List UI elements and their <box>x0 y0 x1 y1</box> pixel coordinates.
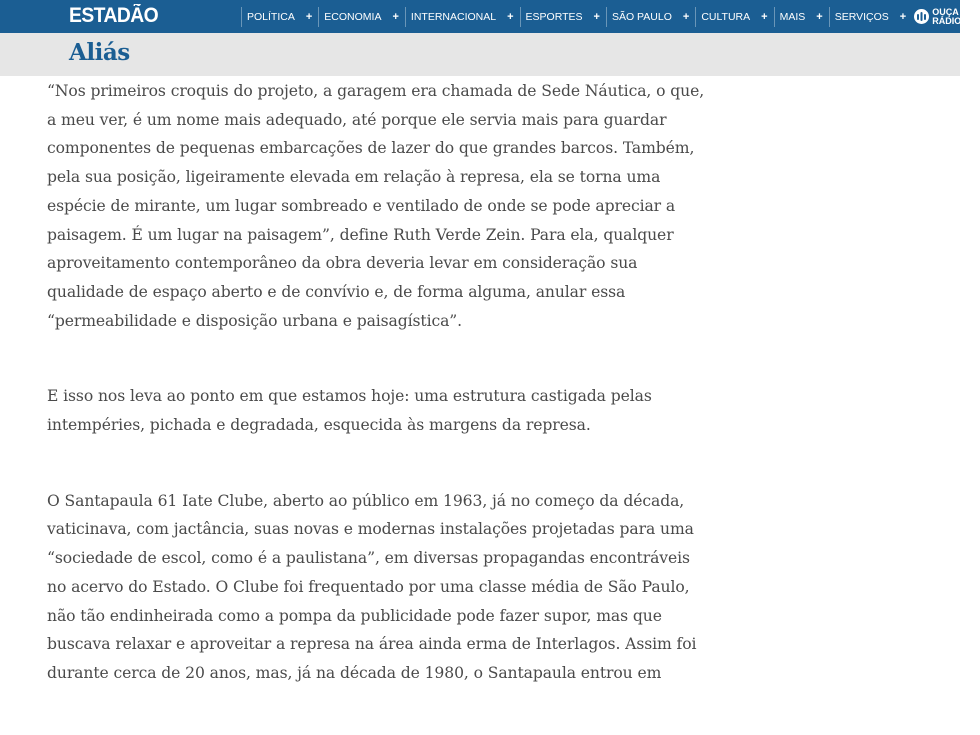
expand-plus-icon[interactable]: + <box>816 10 823 23</box>
nav-divider <box>241 7 242 27</box>
article-paragraph: O Santapaula 61 Iate Clube, aberto ao público em 1963, já no começo da década, vaticinava, com jactância, suas novas e modernas instalações projetadas para uma “sociedade de escol, como é a paulistana”, em diversas propagandas encontráveis no acervo do Estado. O Clube foi frequentado por uma classe média de São Paulo, não tão endinheirada como a pompa da publicidade pode fazer supor, mas que buscava relaxar e aproveitar a represa na área ainda erma de Interlagos. Assim foi durante cerca de 20 anos, mas, já na década de 1980, o Santapaula entrou em <box>47 491 697 682</box>
top-navigation-bar <box>0 0 974 33</box>
nav-divider <box>774 7 775 27</box>
nav-label[interactable]: CULTURA <box>701 10 751 23</box>
nav-item-cultura[interactable] <box>695 0 773 33</box>
article-body <box>47 77 707 735</box>
nav-divider <box>520 7 521 27</box>
nav-label[interactable]: SERVIÇOS <box>834 10 889 23</box>
nav-label[interactable]: INTERNACIONAL <box>410 10 497 23</box>
estadao-logo[interactable]: ESTADÃO <box>69 4 159 27</box>
nav-label[interactable]: SÃO PAULO <box>611 10 672 23</box>
nav-item-mais[interactable] <box>774 0 829 33</box>
expand-plus-icon[interactable]: + <box>392 10 399 23</box>
article-paragraph: “Nos primeiros croquis do projeto, a garagem era chamada de Sede Náutica, o que, a meu ver, é um nome mais adequado, até porque ele servia mais para guardar componentes de pequenas embarcações de lazer do que grandes barcos. Também, pela sua posição, ligeiramente elevada em relação à represa, ela se torna uma espécie de mirante, um lugar sombreado e ventilado de onde se pode apreciar a paisagem. É um lugar na paisagem”, define Ruth Verde Zein. Para ela, qualquer aproveitamento contemporâneo da obra deveria levar em consideração sua qualidade de espaço aberto e de convívio e, de forma alguma, anular essa “permeabilidade e disposição urbana e paisagística”. <box>47 82 705 330</box>
nav-item-politica[interactable] <box>241 0 318 33</box>
nav-divider <box>606 7 607 27</box>
nav-item-sao-paulo[interactable] <box>606 0 695 33</box>
nav-item-internacional[interactable] <box>405 0 520 33</box>
expand-plus-icon[interactable]: + <box>305 10 313 23</box>
expand-plus-icon[interactable]: + <box>682 10 690 23</box>
nav-divider <box>695 7 696 27</box>
expand-plus-icon[interactable]: + <box>899 10 907 23</box>
radio-link[interactable] <box>914 8 980 26</box>
nav-divider <box>405 7 406 27</box>
radio-icon[interactable] <box>914 9 929 24</box>
radio-label-line2[interactable]: RÁDIOS <box>932 15 968 26</box>
nav-divider <box>829 7 830 27</box>
nav-item-economia[interactable] <box>318 0 405 33</box>
article-paragraph: E isso nos leva ao ponto em que estamos hoje: uma estrutura castigada pelas intempéries, pichada e degradada, esquecida às margens da represa. <box>47 387 652 435</box>
nav-divider <box>318 7 319 27</box>
section-title[interactable]: Aliás <box>69 39 130 66</box>
nav-label[interactable]: ECONOMIA <box>324 10 382 23</box>
nav-label[interactable]: MAIS <box>779 10 806 23</box>
radio-label[interactable] <box>932 8 980 26</box>
radio-label-line1[interactable]: OUÇA AS <box>932 6 974 17</box>
section-header <box>0 33 960 76</box>
expand-plus-icon[interactable]: + <box>507 10 514 23</box>
nav-label[interactable]: ESPORTES <box>525 10 583 23</box>
expand-plus-icon[interactable]: + <box>761 10 768 23</box>
main-nav <box>241 0 980 33</box>
expand-plus-icon[interactable]: + <box>593 10 600 23</box>
nav-item-servicos[interactable] <box>829 0 913 33</box>
nav-label[interactable]: POLÍTICA <box>247 10 295 23</box>
nav-item-esportes[interactable] <box>520 0 606 33</box>
